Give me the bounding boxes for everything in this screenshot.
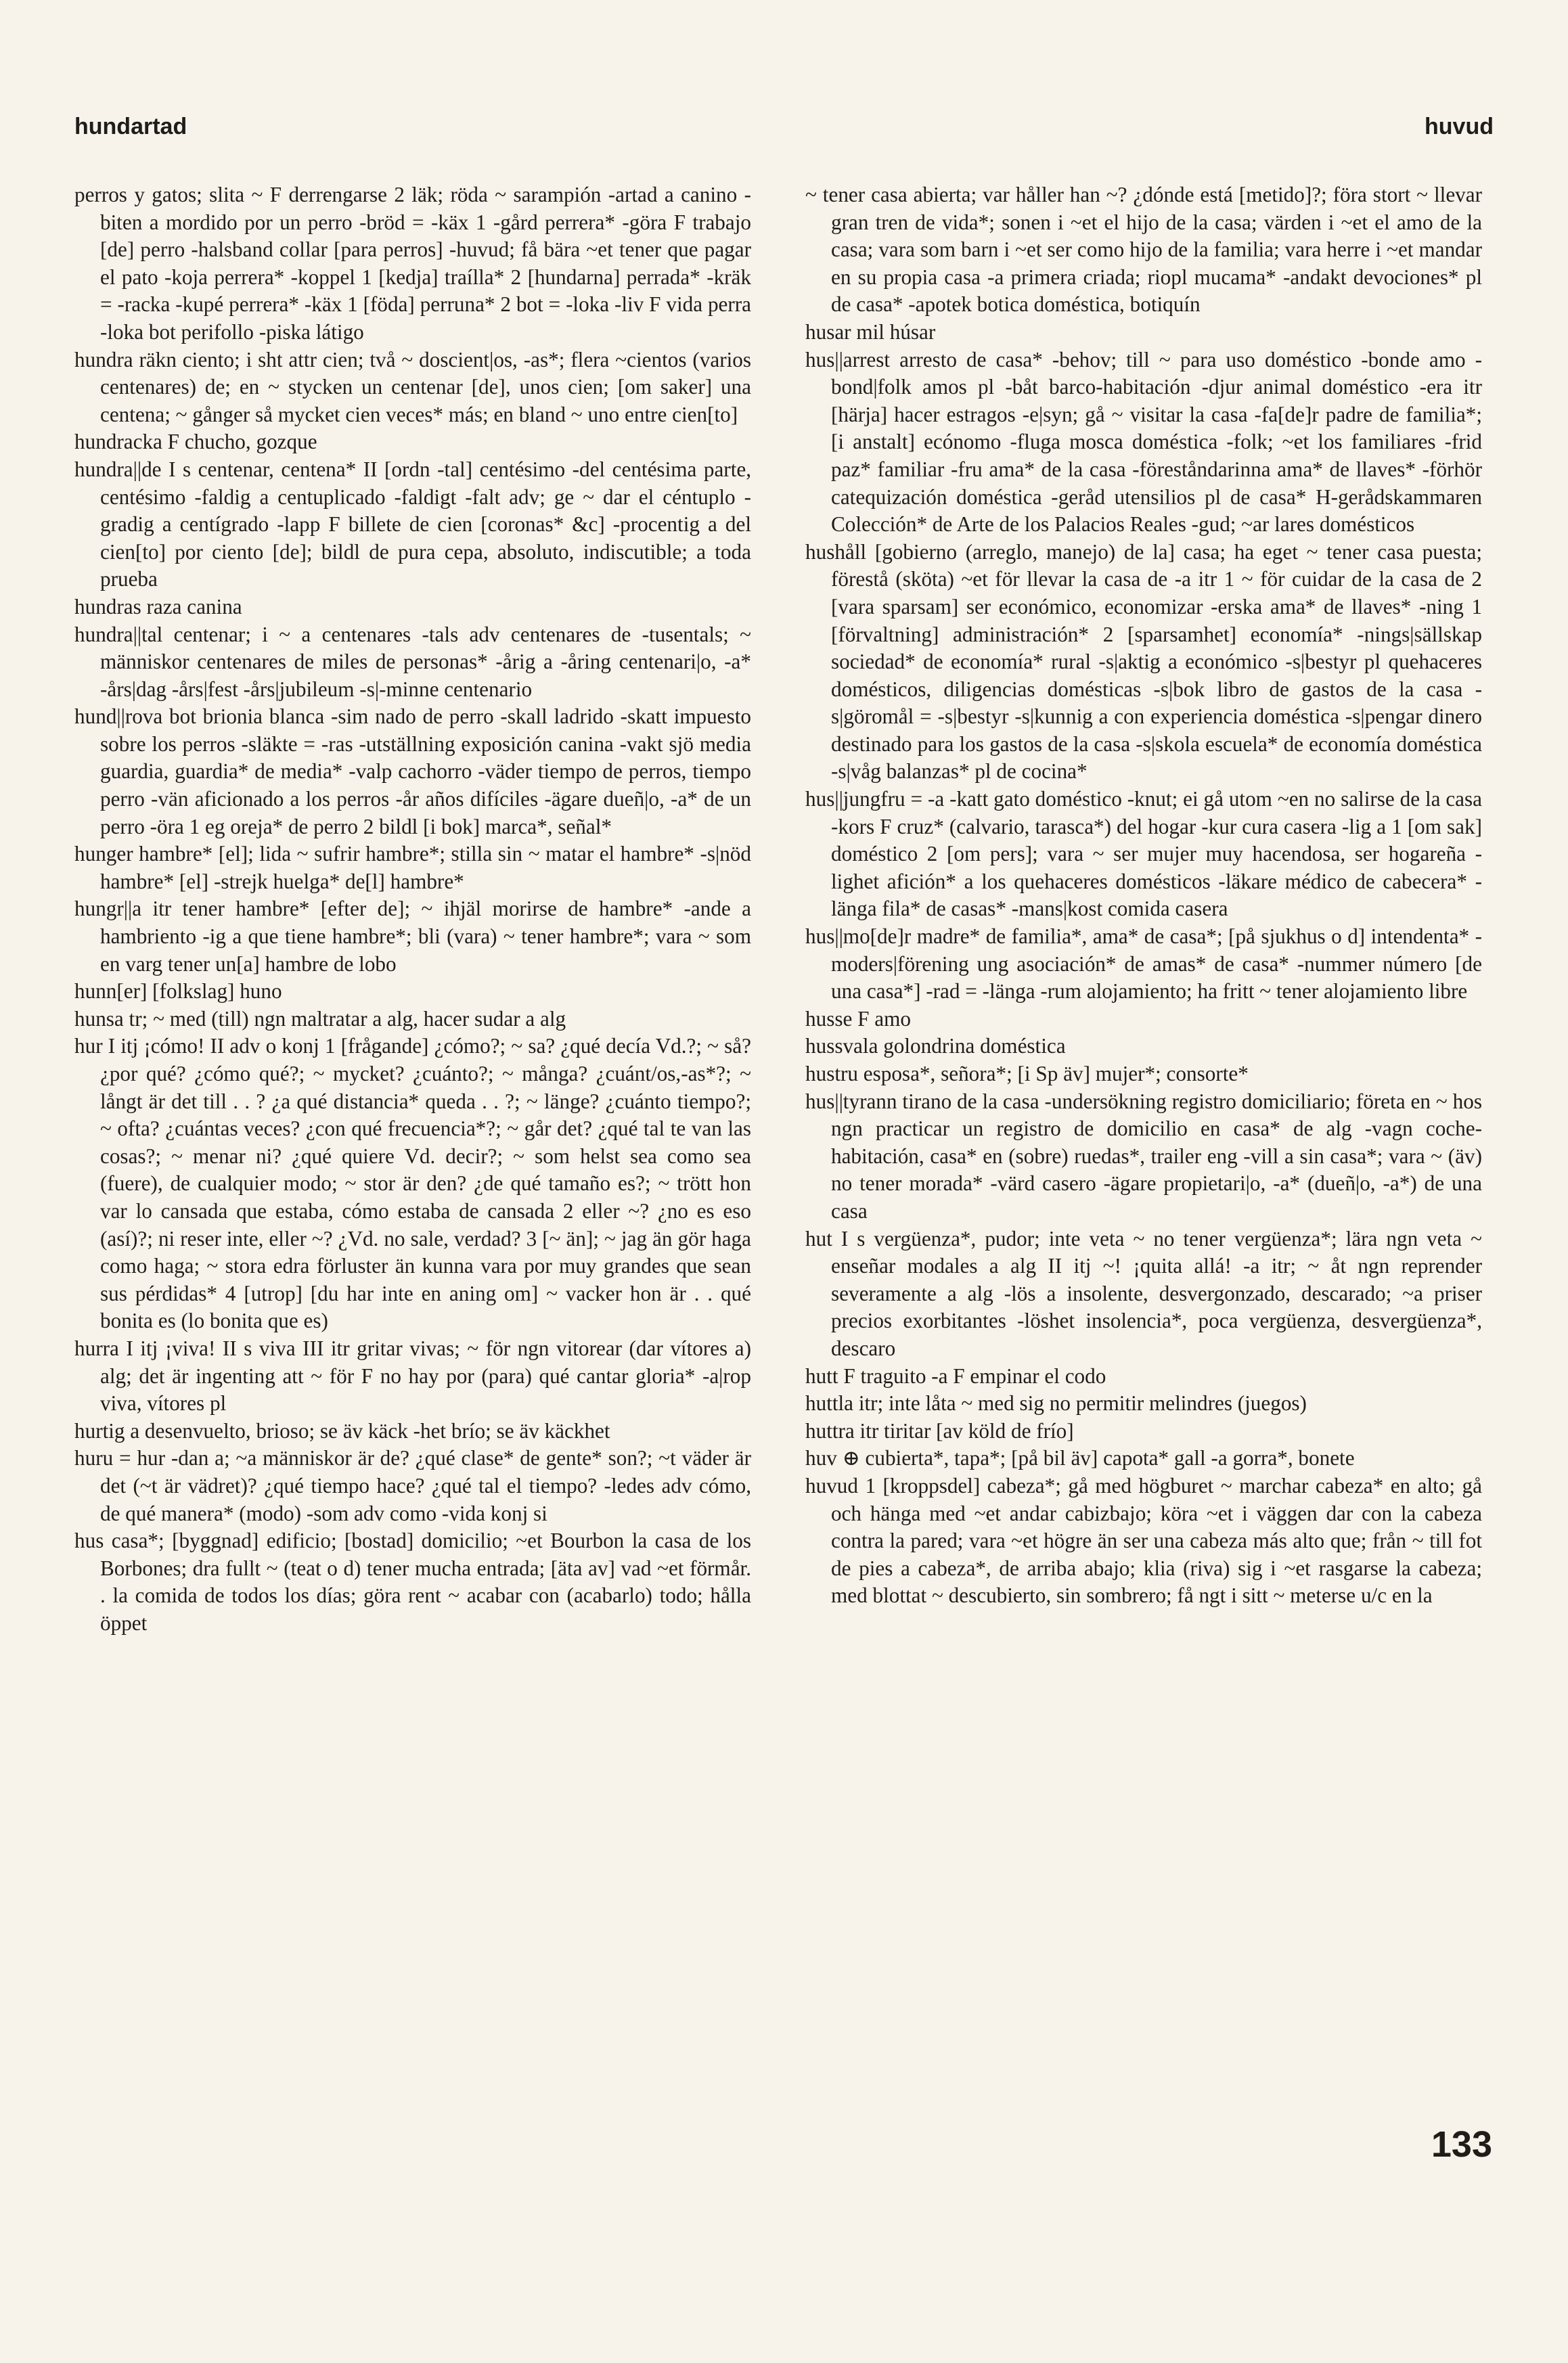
dictionary-entry: hustru esposa*, señora*; [i Sp äv] mujer*; consorte* — [805, 1062, 1249, 1085]
dictionary-entry: hundra||tal centenar; i ~ a centenares -tals adv centenares de -tusentals; ~ människor centenares de miles de personas* -årig a -åring centenari|o, -a* -års|dag -års|fest -års|jubileum -s|-minne centenario — [74, 622, 751, 701]
dictionary-entry: hunsa tr; ~ med (till) ngn maltratar a alg, hacer sudar a alg — [74, 1006, 566, 1031]
dictionary-entry: hurra I itj ¡viva! II s viva III itr gritar vivas; ~ för ngn vitorear (dar vítores a) alg; det är ingenting att ~ för F no hay por (para) qué cantar gloria* -a|rop viva, vítores pl — [74, 1336, 751, 1416]
dictionary-entry: hungr||a itr tener hambre* [efter de]; ~ ihjäl morirse de hambre* -ande a hambriento -ig a que tiene hambre*; bli (vara) ~ tener hambre*; vara ~ som en varg tener un[a] hambre de lobo — [74, 897, 751, 976]
running-head-right: huvud — [1425, 114, 1494, 139]
dictionary-entry: hundracka F chucho, gozque — [74, 430, 317, 454]
dictionary-entry: huvud 1 [kroppsdel] cabeza*; gå med högburet ~ marchar cabeza* en alto; gå och hänga med ~et andar cabizbajo; köra ~et i väggen dar con la cabeza contra la pared; vara ~et högre än ser una cabeza más alto que; från ~ till fot de pies a cabeza*, de arriba abajo; klia (riva) sig i ~et rasgarse la cabeza; med blottat ~ descubierto, sin sombrero; få ngt i sitt ~ meterse u/c en la — [805, 1473, 1482, 1608]
dictionary-entry: hus||arrest arresto de casa* -behov; till ~ para uso doméstico -bonde amo -bond|folk amos pl -båt barco-habitación -djur animal doméstico -era itr [härja] hacer estragos -e|syn; gå ~ visitar la casa -fa[de]r padre de familia*; [i anstalt] ecónomo -fluga mosca doméstica -folk; ~et los familiares -frid paz* familiar -fru ama* de la casa -föreståndarinna ama* de llaves* -förhör catequización doméstica -geråd utensilios pl de casa* H-gerådskammaren Colección* de Arte de los Palacios Reales -gud; ~ar lares domésticos — [805, 347, 1482, 537]
dictionary-entry: perros y gatos; slita ~ F derrengarse 2 läk; röda ~ sarampión -artad a canino -biten a mordido por un perro -bröd = -käx 1 -gård perrera* -göra F trabajo [de] perro -halsband collar [para perros] -huvud; få bära ~et tener que pagar el pato -koja perrera* -koppel 1 [kedja] traílla* 2 [hundarna] perrada* -kräk = -racka -kupé perrera* -käx 1 [föda] perruna* 2 bot = -loka -liv F vida perra -loka bot perifollo -piska látigo — [74, 183, 751, 344]
dictionary-entry: huru = hur -dan a; ~a människor är de? ¿qué clase* de gente* son?; ~t väder är det (~t är vädret)? ¿qué tiempo hace? ¿qué tal el tiempo? -ledes adv cómo, de qué manera* (modo) -som adv como -vida konj si — [74, 1446, 751, 1525]
dictionary-entry: hus casa*; [byggnad] edificio; [bostad] domicilio; ~et Bourbon la casa de los Borbones; dra fullt ~ (teat o d) tener mucha entrada; [äta av] vad ~et förmår. . la comida de todos los días; göra rent ~ acabar con (acabarlo) todo; hålla öppet — [74, 1529, 751, 1635]
dictionary-entry: hussvala golondrina doméstica — [805, 1034, 1066, 1058]
dictionary-entry: hus||jungfru = -a -katt gato doméstico -knut; ei gå utom ~en no salirse de la casa -kors F cruz* (calvario, tarasca*) del hogar -kur cura casera -lig a 1 [om sak] doméstico 2 [om pers]; vara ~ ser mujer muy hacendosa, ser hogareña -lighet afición* a los quehaceres domésticos -läkare médico de cabecera* -länga fila* de casas* -mans|kost comida casera — [805, 787, 1482, 921]
dictionary-entry: huttra itr tiritar [av köld de frío] — [805, 1418, 1074, 1443]
dictionary-entry: hus||mo[de]r madre* de familia*, ama* de casa*; [på sjukhus o d] intendenta* -moders|förening ung asociación* de amas* de casa* -nummer número [de una casa*] -rad = -länga -rum alojamiento; ha fritt ~ tener alojamiento libre — [805, 924, 1482, 1004]
dictionary-entry: hundras raza canina — [74, 594, 242, 618]
dictionary-entry: hutt F traguito -a F empinar el codo — [805, 1364, 1106, 1388]
dictionary-entry: ~ tener casa abierta; var håller han ~? ¿dónde está [metido]?; föra stort ~ llevar gran tren de vida*; sonen i ~et el hijo de la casa; värden i ~et el amo de la casa; vara som barn i ~et ser como hijo de la familia; vara herre i ~et mandar en su propia casa -a primera criada; riopl mucama* -andakt devociones* pl de casa* -apotek botica doméstica, botiquín — [805, 183, 1482, 317]
dictionary-entry: huttla itr; inte låta ~ med sig no permitir melindres (juegos) — [805, 1391, 1307, 1416]
running-head-left: hundartad — [74, 114, 187, 139]
dictionary-entry: hur I itj ¡cómo! II adv o konj 1 [frågande] ¿cómo?; ~ sa? ¿qué decía Vd.?; ~ så? ¿por qué? ¿cómo qué?; ~ mycket? ¿cuánto?; ~ många? ¿cuánt/os,-as*?; ~ långt är det till . . ? ¿a qué distancia* queda . . ?; ~ länge? ¿cuánto tiempo?; ~ ofta? ¿cuántas veces? ¿con qué frecuencia*?; ~ går det? ¿qué tal te van las cosas?; ~ menar ni? ¿qué quiere Vd. decir?; ~ som helst sea como sea (fuere), de cualquier modo; ~ stor är den? ¿de qué tamaño es?; ~ trött hon var lo cansada que estaba, cómo estaba de cansada 2 eller ~? ¿no es eso (así)?; ni reser inte, eller ~? ¿Vd. no sale, verdad? 3 [~ än]; ~ jag än gör haga como haga; ~ stora edra förluster än kunna vara por muy grandes que sean sus pérdidas* 4 [utrop] [du har inte en aning om] ~ vacker hon är . . qué bonita es (lo bonita que es) — [74, 1034, 751, 1333]
left-column — [74, 181, 751, 1637]
dictionary-entry: huv ⊕ cubierta*, tapa*; [på bil äv] capota* gall -a gorra*, bonete — [805, 1446, 1355, 1470]
dictionary-entry: hurtig a desenvuelto, brioso; se äv käck -het brío; se äv käckhet — [74, 1418, 610, 1443]
dictionary-entry: hushåll [gobierno (arreglo, manejo) de la] casa; ha eget ~ tener casa puesta; förestå (sköta) ~et för llevar la casa de -a itr 1 ~ för cuidar de la casa de 2 [vara sparsam] ser económico, economizar -erska ama* de llaves* -ning 1 [förvaltning] administración* 2 [sparsamhet] economía* -nings|sällskap sociedad* de economía* rural -s|aktig a económico -s|bestyr pl quehaceres domésticos, diligencias domésticas -s|bok libro de gastos de la casa -s|göromål = -s|bestyr -s|kunnig a con experiencia doméstica -s|pengar dinero destinado para los gastos de la casa -s|skola escuela* de economía doméstica -s|våg balanzas* pl de cocina* — [805, 539, 1482, 784]
dictionary-entry: hut I s vergüenza*, pudor; inte veta ~ no tener vergüenza*; lära ngn veta ~ enseñar modales a alg II itj ~! ¡quita allá! -a itr; ~ åt ngn reprender severamente a alg -lös a insolente, desvergonzado, descarado; ~a priser precios exorbitantes -löshet insolencia*, poca vergüenza, desvergüenza*, descaro — [805, 1226, 1482, 1360]
dictionary-entry: husar mil húsar — [805, 319, 936, 344]
dictionary-entry: hunn[er] [folkslag] huno — [74, 979, 282, 1004]
right-column — [805, 181, 1482, 1610]
dictionary-entry: hundra||de I s centenar, centena* II [ordn -tal] centésimo -del centésima parte, centésimo -faldig a centuplicado -faldigt -falt adv; ge ~ dar el céntuplo -gradig a centígrado -lapp F billete de cien [coronas* &c] -procentig a del cien[to] por ciento [de]; bildl de pura cepa, absoluto, indiscutible; a toda prueba — [74, 457, 751, 591]
dictionary-entry: hus||tyrann tirano de la casa -undersökning registro domiciliario; företa en ~ hos ngn practicar un registro de domicilio en casa* de alg -vagn coche-habitación, casa* en (sobre) ruedas*, trailer eng -vill a sin casa*; vara ~ (äv) no tener morada* -värd casero -ägare propietari|o, -a* (dueñ|o, -a*) de una casa — [805, 1089, 1482, 1223]
dictionary-entry: hunger hambre* [el]; lida ~ sufrir hambre*; stilla sin ~ matar el hambre* -s|nöd hambre* [el] -strejk huelga* de[l] hambre* — [74, 842, 751, 893]
dictionary-entry: hundra räkn ciento; i sht attr cien; två ~ doscient|os, -as*; flera ~cientos (varios centenares) de; en ~ stycken un centenar [de], unos cien; [om saker] una centena; ~ gånger så mycket cien veces* más; en bland ~ uno entre cien[to] — [74, 347, 751, 426]
dictionary-entry: hund||rova bot brionia blanca -sim nado de perro -skall ladrido -skatt impuesto sobre los perros -släkte = -ras -utställning exposición canina -vakt sjö media guardia, guardia* de media* -valp cachorro -väder tiempo de perros, tiempo perro -vän aficionado a los perros -år años difíciles -ägare dueñ|o, -a* de un perro -öra 1 eg oreja* de perro 2 bildl [i bok] marca*, señal* — [74, 704, 751, 838]
page-number: 133 — [1431, 2124, 1492, 2165]
dictionary-entry: husse F amo — [805, 1006, 911, 1031]
